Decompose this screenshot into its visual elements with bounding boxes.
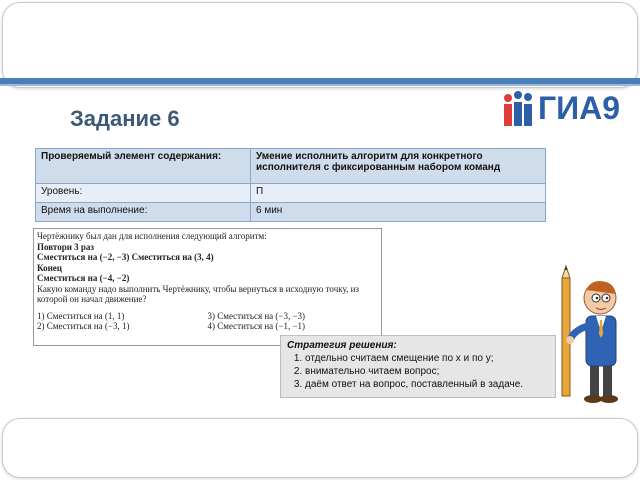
task-line: Сместиться на (−2, −3) Сместиться на (3, 4) — [37, 252, 214, 262]
cartoon-teacher-pencil-icon — [556, 260, 638, 410]
strategy-step: 3. даём ответ на вопрос, поставленный в задаче. — [305, 378, 549, 391]
table-cell-label: Уровень: — [36, 184, 251, 203]
info-table — [35, 148, 546, 222]
strategy-box — [280, 335, 556, 398]
strategy-step: 1. отдельно считаем смещение по x и по y; — [305, 352, 549, 365]
slide-bottom-frame — [2, 418, 638, 478]
table-cell-value: 6 мин — [251, 203, 546, 222]
slide-title: Задание 6 — [70, 106, 180, 131]
strategy-heading: Стратегия решения: — [287, 340, 397, 351]
task-question: Какую команду надо выполнить Чертёжнику, чтобы вернуться в исходную точку, из которой он начал движение? — [37, 283, 359, 304]
table-row — [36, 149, 546, 184]
table-cell-label: Проверяемый элемент содержания: — [36, 149, 251, 184]
strategy-step: 2. внимательно читаем вопрос; — [305, 365, 549, 378]
task-intro: Чертёжнику был дан для исполнения следующий алгоритм: — [37, 231, 267, 241]
table-row — [36, 203, 546, 222]
strategy-list — [287, 352, 549, 391]
answer-option: 1) Сместиться на (1, 1) — [37, 310, 125, 321]
logo-text: ГИА9 — [538, 90, 621, 126]
answer-option: 4) Сместиться на (−1, −1) — [207, 321, 306, 331]
answer-option: 2) Сместиться на (−3, 1) — [37, 321, 130, 331]
table-cell-value: Умение исполнить алгоритм для конкретного исполнителя с фиксированным набором команд — [251, 149, 546, 184]
table-cell-label: Время на выполнение: — [36, 203, 251, 222]
answer-row — [37, 321, 378, 332]
table-cell-value: П — [251, 184, 546, 203]
answer-row — [37, 311, 378, 322]
task-line: Конец — [37, 262, 62, 273]
task-line: Повтори 3 раз — [37, 241, 95, 252]
slide-top-frame — [2, 2, 638, 88]
task-box — [33, 228, 382, 346]
header-band-light — [0, 84, 640, 86]
table-row — [36, 184, 546, 203]
answer-option: 3) Сместиться на (−3, −3) — [207, 310, 306, 321]
task-line: Сместиться на (−4, −2) — [37, 273, 130, 283]
